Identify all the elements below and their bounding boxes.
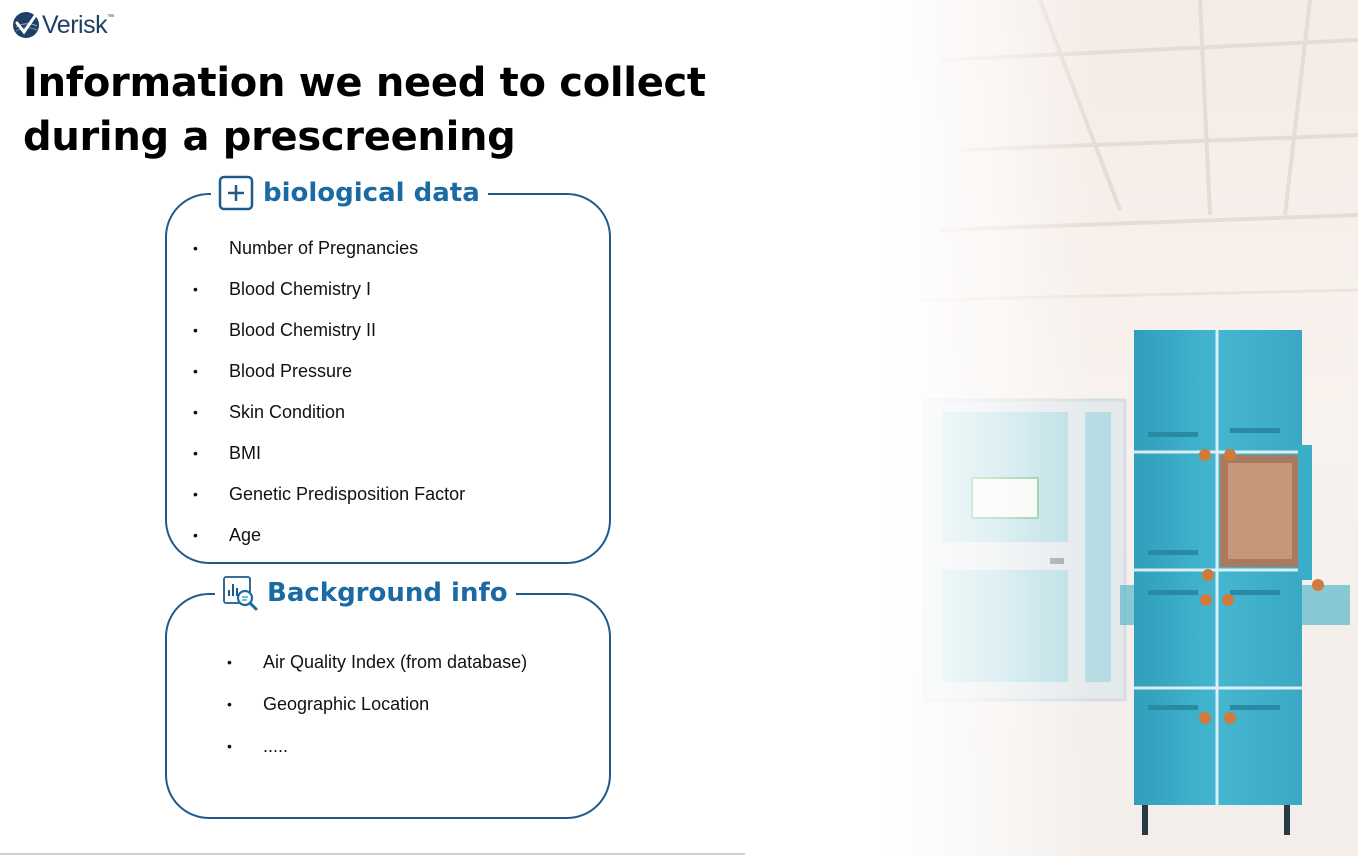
logo-text: Verisk [42,11,108,39]
background-info-box [165,578,611,819]
bullet: • [193,322,198,338]
background-info-list [227,647,557,773]
list-item [193,315,593,356]
list-item-text: Skin Condition [229,402,346,422]
list-item [193,233,593,274]
list-item-text: Number of Pregnancies [229,238,419,258]
bottom-divider [0,853,745,855]
list-item [193,397,593,438]
list-item-text: Air Quality Index (from database) [263,652,528,672]
bullet: • [227,738,232,754]
bullet: • [193,445,198,461]
list-item-text: Genetic Predisposition Factor [229,484,466,504]
list-item-text: ..... [263,736,289,756]
list-item [227,647,557,677]
bullet: • [193,486,198,502]
list-item-text: Age [229,525,262,545]
list-item-text: Blood Chemistry II [229,320,377,340]
data-search-icon [221,574,259,612]
list-item [193,274,593,315]
list-item [193,356,593,397]
bullet: • [193,240,198,256]
background-info-title: Background info [267,578,508,608]
list-item-text: Geographic Location [263,694,430,714]
plus-square-icon [217,174,255,212]
biological-data-list [193,233,593,561]
bullet: • [193,281,198,297]
bullet: • [227,696,232,712]
biological-data-box [165,178,611,564]
list-item-text: Blood Chemistry I [229,279,372,299]
background-info-header [215,573,516,613]
list-item [193,520,593,561]
verisk-checkmark-icon [12,11,40,39]
list-item-text: Blood Pressure [229,361,353,381]
list-item [193,438,593,479]
hospital-lockers-photo [880,0,1358,856]
photo-illustration [880,0,1358,856]
bullet: • [227,654,232,670]
biological-data-header [211,173,488,213]
list-item [227,689,557,719]
biological-data-title: biological data [263,178,480,208]
bullet: • [193,404,198,420]
page-title: Information we need to collect during a prescreening [23,60,706,160]
list-item [227,731,557,761]
verisk-logo [12,10,114,40]
list-item-text: BMI [229,443,262,463]
list-item [193,479,593,520]
bullet: • [193,363,198,379]
bullet: • [193,527,198,543]
logo-trademark: ™ [107,14,115,21]
